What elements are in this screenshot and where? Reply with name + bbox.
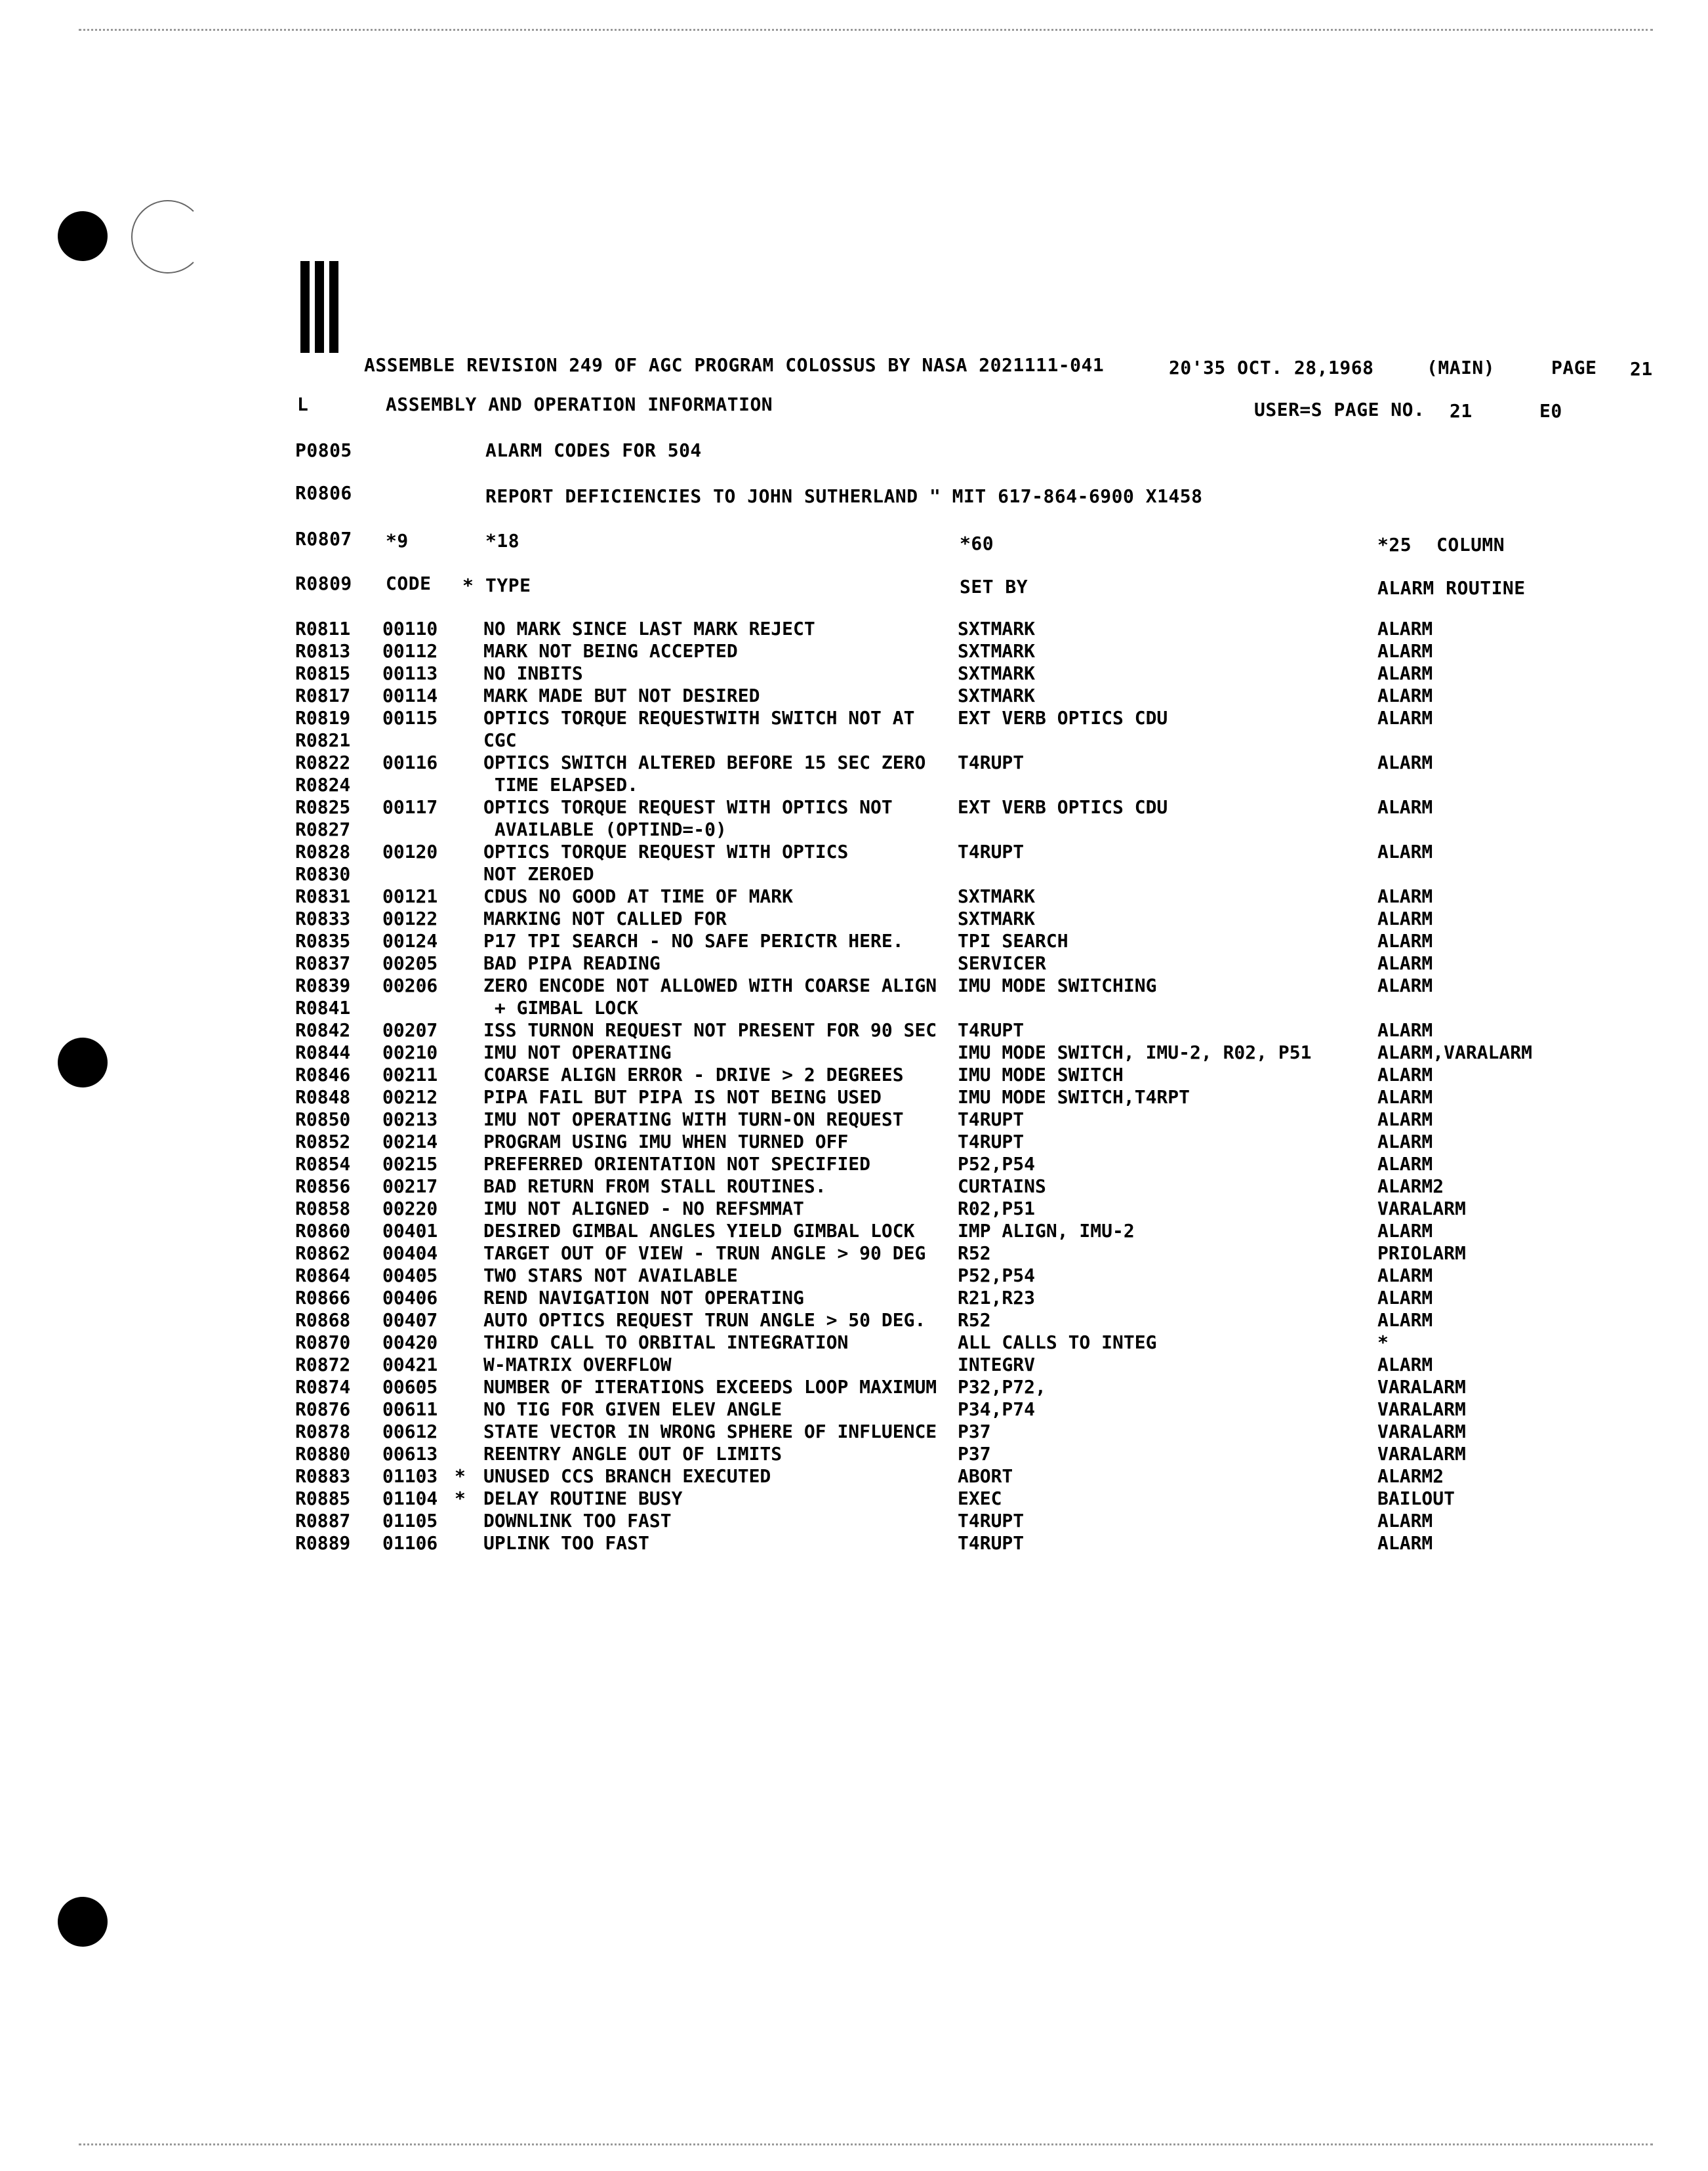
page-number: 21 (1630, 358, 1653, 380)
alarm-code: 00115 (382, 707, 438, 729)
table-row (0, 975, 1708, 997)
alarm-code: 00210 (382, 1042, 438, 1063)
unused-marker: * (455, 1465, 466, 1487)
table-row (0, 863, 1708, 885)
set-by: P34,P74 (958, 1398, 1036, 1420)
alarm-code: 00611 (382, 1398, 438, 1420)
set-by: T4RUPT (958, 841, 1025, 862)
alarm-code: 01106 (382, 1532, 438, 1554)
table-row (0, 1242, 1708, 1265)
alarm-routine: PRIOLARM (1377, 1242, 1466, 1264)
set-by: P52,P54 (958, 1153, 1036, 1175)
alarm-code: 00116 (382, 752, 438, 773)
alarm-routine: VARALARM (1377, 1443, 1466, 1465)
set-by: P52,P54 (958, 1265, 1036, 1286)
table-row (0, 1421, 1708, 1443)
set-by: CURTAINS (958, 1175, 1046, 1197)
alarm-type: NO TIG FOR GIVEN ELEV ANGLE (483, 1398, 783, 1420)
card-number: R0860 (295, 1220, 351, 1242)
set-by: IMU MODE SWITCH,T4RPT (958, 1086, 1190, 1108)
alarm-type: DESIRED GIMBAL ANGLES YIELD GIMBAL LOCK (483, 1220, 915, 1242)
table-row (0, 841, 1708, 863)
alarm-routine: VARALARM (1377, 1421, 1466, 1442)
alarm-type: MARK MADE BUT NOT DESIRED (483, 685, 760, 706)
alarm-code: 00205 (382, 952, 438, 974)
eo-marker: E0 (1539, 400, 1562, 422)
section-title: ASSEMBLY AND OPERATION INFORMATION (386, 394, 773, 415)
alarm-type: OPTICS SWITCH ALTERED BEFORE 15 SEC ZERO (483, 752, 926, 773)
table-row (0, 1309, 1708, 1331)
alarm-type: P17 TPI SEARCH - NO SAFE PERICTR HERE. (483, 930, 904, 952)
section-letter: L (297, 394, 309, 415)
user-page-label: USER=S PAGE NO. (1254, 399, 1425, 420)
alarm-type: PREFERRED ORIENTATION NOT SPECIFIED (483, 1153, 871, 1175)
punch-hole-bottom (58, 1897, 108, 1947)
alarm-type: REND NAVIGATION NOT OPERATING (483, 1287, 804, 1309)
table-row (0, 952, 1708, 975)
card-number: R0852 (295, 1131, 351, 1152)
alarm-type: OPTICS TORQUE REQUEST WITH OPTICS NOT (483, 796, 893, 818)
table-row (0, 1532, 1708, 1554)
alarm-routine: ALARM (1377, 841, 1433, 862)
alarm-code: 00404 (382, 1242, 438, 1264)
alarm-type: DOWNLINK TOO FAST (483, 1510, 672, 1532)
card-number: R0885 (295, 1488, 351, 1509)
table-row (0, 1220, 1708, 1242)
alarm-type: W-MATRIX OVERFLOW (483, 1354, 672, 1375)
card-number: R0864 (295, 1265, 351, 1286)
ruler-col-60: *60 (960, 533, 994, 554)
alarm-routine: VARALARM (1377, 1398, 1466, 1420)
alarm-routine: ALARM (1377, 930, 1433, 952)
card-number: R0841 (295, 997, 351, 1019)
alarm-routine: ALARM (1377, 1019, 1433, 1041)
set-by: T4RUPT (958, 752, 1025, 773)
ruler-card: R0807 (295, 528, 352, 550)
alarm-type: ISS TURNON REQUEST NOT PRESENT FOR 90 SEC (483, 1019, 937, 1041)
table-row (0, 1064, 1708, 1086)
set-by: P32,P72, (958, 1376, 1046, 1398)
table-row (0, 1287, 1708, 1309)
intro-text-1: ALARM CODES FOR 504 (485, 439, 702, 461)
alarm-type: NO MARK SINCE LAST MARK REJECT (483, 618, 815, 639)
card-number: R0870 (295, 1331, 351, 1353)
alarm-routine: ALARM (1377, 1108, 1433, 1130)
alarm-code: 00112 (382, 640, 438, 662)
alarm-routine: ALARM (1377, 1064, 1433, 1086)
card-number: R0822 (295, 752, 351, 773)
alarm-routine: ALARM (1377, 885, 1433, 907)
table-row (0, 819, 1708, 841)
alarm-code: 00121 (382, 885, 438, 907)
alarm-routine: ALARM (1377, 1086, 1433, 1108)
table-row (0, 1175, 1708, 1198)
alarm-type: STATE VECTOR IN WRONG SPHERE OF INFLUENCE (483, 1421, 937, 1442)
alarm-type: TWO STARS NOT AVAILABLE (483, 1265, 738, 1286)
alarm-code: 00122 (382, 908, 438, 929)
alarm-type: PIPA FAIL BUT PIPA IS NOT BEING USED (483, 1086, 882, 1108)
card-number: R0874 (295, 1376, 351, 1398)
table-row (0, 662, 1708, 685)
alarm-type: AUTO OPTICS REQUEST TRUN ANGLE > 50 DEG. (483, 1309, 926, 1331)
bottom-edge-dots (79, 2143, 1653, 2145)
alarm-type: OPTICS TORQUE REQUESTWITH SWITCH NOT AT (483, 707, 915, 729)
alarm-code: 00220 (382, 1198, 438, 1219)
alarm-type: TIME ELAPSED. (483, 774, 639, 796)
alarm-type: NO INBITS (483, 662, 583, 684)
alarm-type: PROGRAM USING IMU WHEN TURNED OFF (483, 1131, 849, 1152)
header-code: CODE (386, 573, 432, 594)
alarm-type: + GIMBAL LOCK (483, 997, 639, 1019)
assembly-time: 20'35 OCT. 28,1968 (1169, 357, 1374, 378)
card-number: R0828 (295, 841, 351, 862)
alarm-type: DELAY ROUTINE BUSY (483, 1488, 683, 1509)
table-row (0, 796, 1708, 819)
set-by: INTEGRV (958, 1354, 1036, 1375)
alarm-type: UNUSED CCS BRANCH EXECUTED (483, 1465, 771, 1487)
alarm-routine: ALARM2 (1377, 1465, 1444, 1487)
alarm-routine: ALARM (1377, 1309, 1433, 1331)
alarm-code: 00206 (382, 975, 438, 996)
set-by: SXTMARK (958, 662, 1036, 684)
alarm-routine: ALARM (1377, 796, 1433, 818)
set-by: TPI SEARCH (958, 930, 1068, 952)
table-row (0, 1376, 1708, 1398)
table-row (0, 1131, 1708, 1153)
alarm-type: BAD RETURN FROM STALL ROUTINES. (483, 1175, 826, 1197)
header-type: TYPE (485, 575, 531, 596)
alarm-routine: ALARM (1377, 1354, 1433, 1375)
card-number: R0811 (295, 618, 351, 639)
card-number: R0815 (295, 662, 351, 684)
set-by: EXT VERB OPTICS CDU (958, 707, 1168, 729)
card-number: R0839 (295, 975, 351, 996)
alarm-type: NUMBER OF ITERATIONS EXCEEDS LOOP MAXIMUM (483, 1376, 937, 1398)
alarm-routine: BAILOUT (1377, 1488, 1455, 1509)
set-by: SXTMARK (958, 618, 1036, 639)
alarm-routine: ALARM (1377, 640, 1433, 662)
alarm-routine: ALARM,VARALARM (1377, 1042, 1533, 1063)
alarm-routine: ALARM (1377, 1153, 1433, 1175)
alarm-routine: ALARM (1377, 1510, 1433, 1532)
alarm-type: AVAILABLE (OPTIND=-0) (483, 819, 727, 840)
table-row (0, 729, 1708, 752)
unused-marker: * (455, 1488, 466, 1509)
alarm-code: 00114 (382, 685, 438, 706)
assembly-banner: ASSEMBLE REVISION 249 OF AGC PROGRAM COLOSSUS BY NASA 2021111-041 (364, 354, 1105, 376)
set-by: EXT VERB OPTICS CDU (958, 796, 1168, 818)
card-number: R0858 (295, 1198, 351, 1219)
ruler-col-9: *9 (386, 530, 409, 552)
alarm-type: CDUS NO GOOD AT TIME OF MARK (483, 885, 794, 907)
alarm-code: 00207 (382, 1019, 438, 1041)
set-by: ABORT (958, 1465, 1013, 1487)
alarm-code: 00110 (382, 618, 438, 639)
set-by: IMU MODE SWITCH (958, 1064, 1124, 1086)
alarm-code: 01103 (382, 1465, 438, 1487)
punch-hole-outline (131, 200, 205, 274)
alarm-routine: ALARM (1377, 752, 1433, 773)
table-row (0, 1443, 1708, 1465)
card-number: R0844 (295, 1042, 351, 1063)
alarm-routine: ALARM (1377, 1532, 1433, 1554)
table-row (0, 774, 1708, 796)
table-row (0, 1042, 1708, 1064)
punch-hole-top (58, 211, 108, 261)
card-number: R0862 (295, 1242, 351, 1264)
set-by: IMU MODE SWITCH, IMU-2, R02, P51 (958, 1042, 1312, 1063)
table-row (0, 1488, 1708, 1510)
alarm-type: IMU NOT ALIGNED - NO REFSMMAT (483, 1198, 804, 1219)
alarm-routine: VARALARM (1377, 1198, 1466, 1219)
set-by: T4RUPT (958, 1019, 1025, 1041)
alarm-routine: VARALARM (1377, 1376, 1466, 1398)
alarm-routine: ALARM (1377, 662, 1433, 684)
header-star: * (462, 575, 474, 596)
intro-card-1: P0805 (295, 439, 352, 461)
alarm-code: 00407 (382, 1309, 438, 1331)
user-page-number: 21 (1450, 400, 1473, 422)
card-number: R0824 (295, 774, 351, 796)
set-by: T4RUPT (958, 1108, 1025, 1130)
card-number: R0876 (295, 1398, 351, 1420)
alarm-type: IMU NOT OPERATING (483, 1042, 672, 1063)
set-by: SERVICER (958, 952, 1046, 974)
table-row (0, 1198, 1708, 1220)
table-row (0, 752, 1708, 774)
top-edge-dots (79, 29, 1653, 31)
card-number: R0835 (295, 930, 351, 952)
card-number: R0830 (295, 863, 351, 885)
table-row (0, 1265, 1708, 1287)
set-by: P37 (958, 1421, 991, 1442)
alarm-code: 00612 (382, 1421, 438, 1442)
alarm-code: 00217 (382, 1175, 438, 1197)
alarm-type: COARSE ALIGN ERROR - DRIVE > 2 DEGREES (483, 1064, 904, 1086)
card-number: R0813 (295, 640, 351, 662)
set-by: R21,R23 (958, 1287, 1036, 1309)
alarm-code: 00605 (382, 1376, 438, 1398)
alarm-routine: ALARM (1377, 707, 1433, 729)
card-number: R0850 (295, 1108, 351, 1130)
set-by: R52 (958, 1242, 991, 1264)
table-row (0, 997, 1708, 1019)
alarm-routine: ALARM (1377, 618, 1433, 639)
printer-mark (300, 261, 340, 353)
alarm-code: 00212 (382, 1086, 438, 1108)
alarm-type: MARK NOT BEING ACCEPTED (483, 640, 738, 662)
alarm-type: TARGET OUT OF VIEW - TRUN ANGLE > 90 DEG (483, 1242, 926, 1264)
table-row (0, 885, 1708, 908)
card-number: R0848 (295, 1086, 351, 1108)
card-number: R0880 (295, 1443, 351, 1465)
card-number: R0878 (295, 1421, 351, 1442)
ruler-col-85: *25 (1377, 534, 1412, 556)
alarm-code: 00420 (382, 1331, 438, 1353)
alarm-routine: ALARM (1377, 908, 1433, 929)
set-by: IMP ALIGN, IMU-2 (958, 1220, 1135, 1242)
card-number: R0837 (295, 952, 351, 974)
header-card: R0809 (295, 573, 352, 594)
alarm-type: THIRD CALL TO ORBITAL INTEGRATION (483, 1331, 849, 1353)
alarm-type: IMU NOT OPERATING WITH TURN-ON REQUEST (483, 1108, 904, 1130)
table-row (0, 685, 1708, 707)
alarm-code: 00613 (382, 1443, 438, 1465)
card-number: R0817 (295, 685, 351, 706)
alarm-type: NOT ZEROED (483, 863, 594, 885)
alarm-routine: ALARM (1377, 1287, 1433, 1309)
card-number: R0842 (295, 1019, 351, 1041)
table-row (0, 1510, 1708, 1532)
alarm-routine: ALARM (1377, 975, 1433, 996)
alarm-type: OPTICS TORQUE REQUEST WITH OPTICS (483, 841, 849, 862)
table-row (0, 1331, 1708, 1354)
table-row (0, 1108, 1708, 1131)
alarm-type: MARKING NOT CALLED FOR (483, 908, 727, 929)
card-number: R0854 (295, 1153, 351, 1175)
alarm-routine: ALARM2 (1377, 1175, 1444, 1197)
table-row (0, 908, 1708, 930)
alarm-code: 00214 (382, 1131, 438, 1152)
table-row (0, 707, 1708, 729)
card-number: R0856 (295, 1175, 351, 1197)
alarm-type: BAD PIPA READING (483, 952, 661, 974)
set-by: ALL CALLS TO INTEG (958, 1331, 1157, 1353)
card-number: R0868 (295, 1309, 351, 1331)
alarm-routine: * (1377, 1331, 1389, 1353)
set-by: P37 (958, 1443, 991, 1465)
alarm-code: 00421 (382, 1354, 438, 1375)
page-label: PAGE (1551, 357, 1597, 378)
set-by: SXTMARK (958, 885, 1036, 907)
alarm-routine: ALARM (1377, 1265, 1433, 1286)
set-by: R52 (958, 1309, 991, 1331)
card-number: R0825 (295, 796, 351, 818)
card-number: R0819 (295, 707, 351, 729)
alarm-code: 00124 (382, 930, 438, 952)
card-number: R0846 (295, 1064, 351, 1086)
alarm-type: REENTRY ANGLE OUT OF LIMITS (483, 1443, 783, 1465)
table-row (0, 930, 1708, 952)
set-by: T4RUPT (958, 1510, 1025, 1532)
alarm-routine: ALARM (1377, 685, 1433, 706)
card-number: R0889 (295, 1532, 351, 1554)
alarm-code: 00113 (382, 662, 438, 684)
table-row (0, 1153, 1708, 1175)
alarm-code: 00213 (382, 1108, 438, 1130)
ruler-column-word: COLUMN (1436, 534, 1505, 556)
set-by: T4RUPT (958, 1532, 1025, 1554)
card-number: R0883 (295, 1465, 351, 1487)
alarm-code: 01104 (382, 1488, 438, 1509)
set-by: SXTMARK (958, 640, 1036, 662)
alarm-code: 00401 (382, 1220, 438, 1242)
intro-card-2: R0806 (295, 482, 352, 504)
table-row (0, 1398, 1708, 1421)
assembly-mode: (MAIN) (1427, 357, 1495, 378)
card-number: R0866 (295, 1287, 351, 1309)
table-row (0, 640, 1708, 662)
set-by: SXTMARK (958, 908, 1036, 929)
header-alarm-routine: ALARM ROUTINE (1377, 577, 1526, 599)
alarm-code: 00120 (382, 841, 438, 862)
header-set-by: SET BY (960, 576, 1028, 598)
table-row (0, 1354, 1708, 1376)
table-row (0, 1086, 1708, 1108)
alarm-type: UPLINK TOO FAST (483, 1532, 649, 1554)
set-by: EXEC (958, 1488, 1002, 1509)
table-row (0, 1465, 1708, 1488)
set-by: SXTMARK (958, 685, 1036, 706)
card-number: R0831 (295, 885, 351, 907)
intro-text-2: REPORT DEFICIENCIES TO JOHN SUTHERLAND " MIT 617-864-6900 X1458 (485, 485, 1203, 507)
alarm-code: 00211 (382, 1064, 438, 1086)
table-row (0, 1019, 1708, 1042)
card-number: R0872 (295, 1354, 351, 1375)
alarm-code: 01105 (382, 1510, 438, 1532)
set-by: IMU MODE SWITCHING (958, 975, 1157, 996)
alarm-type: CGC (483, 729, 517, 751)
table-row (0, 618, 1708, 640)
set-by: T4RUPT (958, 1131, 1025, 1152)
card-number: R0887 (295, 1510, 351, 1532)
alarm-code: 00406 (382, 1287, 438, 1309)
alarm-routine: ALARM (1377, 1220, 1433, 1242)
alarm-code: 00117 (382, 796, 438, 818)
alarm-code: 00405 (382, 1265, 438, 1286)
set-by: R02,P51 (958, 1198, 1036, 1219)
alarm-code: 00215 (382, 1153, 438, 1175)
card-number: R0827 (295, 819, 351, 840)
alarm-routine: ALARM (1377, 1131, 1433, 1152)
alarm-routine: ALARM (1377, 952, 1433, 974)
ruler-col-18: *18 (485, 530, 520, 552)
alarm-type: ZERO ENCODE NOT ALLOWED WITH COARSE ALIGN (483, 975, 937, 996)
card-number: R0821 (295, 729, 351, 751)
card-number: R0833 (295, 908, 351, 929)
